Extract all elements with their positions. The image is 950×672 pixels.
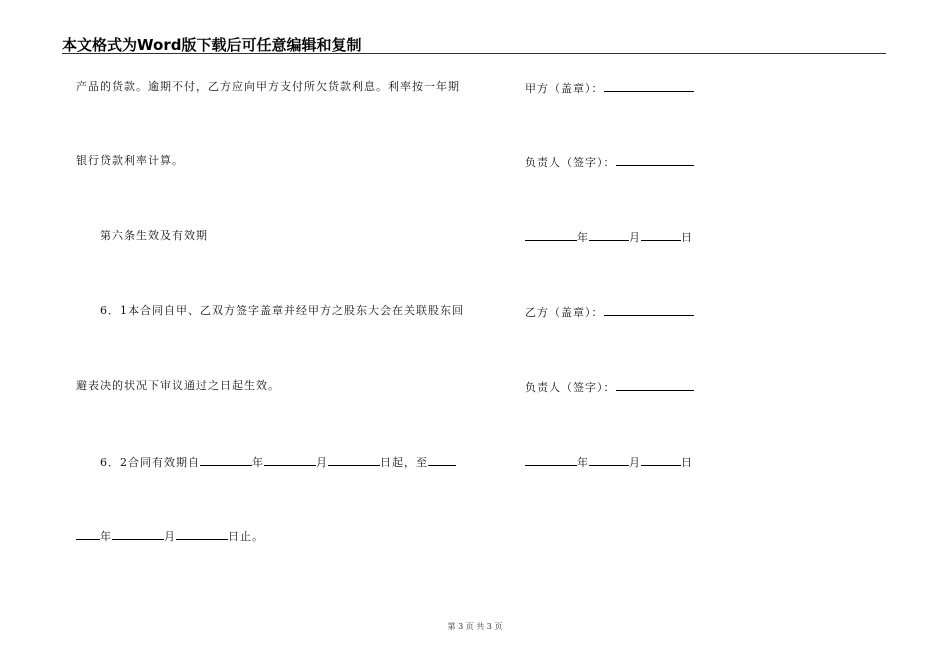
month-label: 月: [629, 231, 641, 244]
start-day-blank[interactable]: [328, 454, 380, 466]
end-month-blank[interactable]: [112, 528, 164, 540]
party-b-seal-blank[interactable]: [604, 304, 694, 316]
end-year-blank-part1[interactable]: [428, 454, 456, 466]
year-label: 年: [577, 456, 589, 469]
year-label: 年: [100, 530, 112, 543]
section-heading: 第六条生效及有效期: [100, 229, 208, 242]
start-year-blank[interactable]: [200, 454, 252, 466]
responsible-sign-blank-a[interactable]: [616, 154, 694, 166]
clause-6-2-suffix: 日起，至: [380, 456, 428, 469]
party-a-seal-line: [525, 80, 694, 96]
party-a-seal-blank[interactable]: [604, 80, 694, 92]
responsible-sign-line-a: [525, 154, 694, 170]
start-month-blank[interactable]: [264, 454, 316, 466]
date-a-year-blank[interactable]: [525, 229, 577, 241]
responsible-sign-label: 负责人（签字）：: [525, 381, 616, 394]
responsible-sign-label: 负责人（签字）：: [525, 156, 616, 169]
responsible-sign-line-b: [525, 379, 694, 395]
month-label: 月: [316, 456, 328, 469]
date-b-day-blank[interactable]: [641, 454, 681, 466]
header-divider: [62, 53, 886, 54]
body-line-2: 银行贷款利率计算。: [76, 154, 184, 167]
clause-6-2-end-suffix: 日止。: [228, 530, 264, 543]
year-label: 年: [252, 456, 264, 469]
clause-6-2-line-1: [100, 454, 456, 470]
end-day-blank[interactable]: [176, 528, 228, 540]
clause-6-1-line-1: 6．1本合同自甲、乙双方签字盖章并经甲方之股东大会在关联股东回: [100, 304, 464, 317]
party-b-seal-line: [525, 304, 694, 320]
party-a-seal-label: 甲方（盖章）：: [525, 82, 604, 95]
end-year-blank-part2[interactable]: [76, 528, 100, 540]
body-line-1: 产品的货款。逾期不付，乙方应向甲方支付所欠货款利息。利率按一年期: [76, 80, 460, 93]
date-a-day-blank[interactable]: [641, 229, 681, 241]
responsible-sign-blank-b[interactable]: [616, 379, 694, 391]
page-number: 第 3 页 共 3 页: [447, 622, 503, 631]
party-b-seal-label: 乙方（盖章）：: [525, 306, 604, 319]
date-a-month-blank[interactable]: [589, 229, 629, 241]
year-label: 年: [577, 231, 589, 244]
date-line-a: [525, 229, 693, 245]
date-b-month-blank[interactable]: [589, 454, 629, 466]
month-label: 月: [629, 456, 641, 469]
day-label: 日: [681, 456, 693, 469]
clause-6-2-prefix: 6．2合同有效期自: [100, 456, 200, 469]
clause-6-1-line-2: 避表决的状况下审议通过之日起生效。: [76, 379, 280, 392]
header-title: 本文格式为Word版下载后可任意编辑和复制: [62, 36, 362, 54]
date-b-year-blank[interactable]: [525, 454, 577, 466]
day-label: 日: [681, 231, 693, 244]
clause-6-2-line-2: [76, 528, 264, 544]
date-line-b: [525, 454, 693, 470]
month-label: 月: [164, 530, 176, 543]
